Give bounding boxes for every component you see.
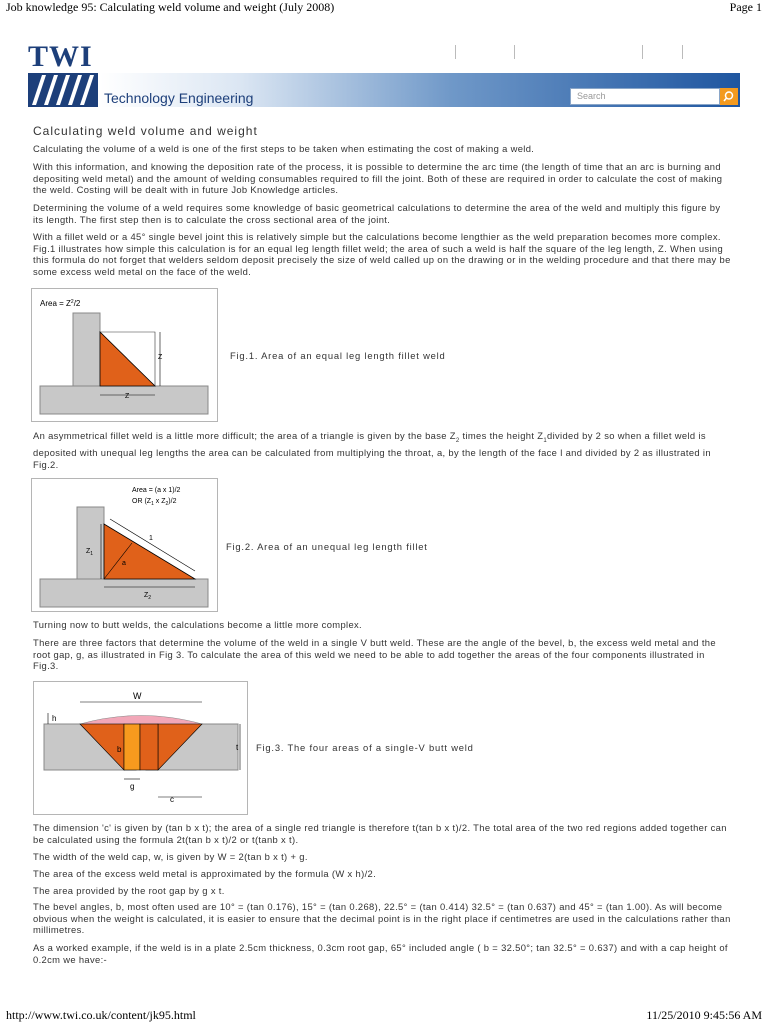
paragraph: The area provided by the root gap by g x t. [33,885,225,896]
svg-text:h: h [52,714,57,723]
svg-text:Z: Z [125,393,130,400]
tagline: Technology Engineering [104,90,254,106]
svg-text:c: c [170,795,174,804]
svg-text:1: 1 [149,535,153,542]
svg-text:Area = (a x 1)/2: Area = (a x 1)/2 [132,487,181,494]
print-footer [6,1008,762,1022]
search-icon [720,88,738,105]
paragraph: With this information, and knowing the deposition rate of the process, it is possible to determine the arc time (the length of time that an arc is burning and depositing weld metal) and the amount of welding consumables required to fill the joint. Both of these are required in order to calculate the cost of making the weld. Costing will be dealt with in future Job Knowledge articles. [33,161,723,196]
search-input[interactable]: Search [570,88,720,105]
twi-logo[interactable]: TWI [28,40,93,73]
svg-text:g: g [130,782,135,791]
print-header-title: Job knowledge 95: Calculating weld volume and weight (July 2008) [6,0,335,14]
figure-1-caption: Fig.1. Area of an equal leg length fillet weld [230,350,446,361]
unequal-fillet-diagram [32,479,217,611]
fig1-formula: Area = $Z^2/2$ [40,299,81,308]
paragraph: The bevel angles, b, most often used are 10° = (tan 0.176), 15° = (tan 0.268), 22.5° = (tan 0.414) 32.5° = (tan 0.637) and 45° = (tan 1.00). As will become obvious when the weight is calculated, it is easier to ensure that the decimal point is in the right place if centimetres are used in the calculations rather than millimetres. [33,901,731,936]
figure-3-caption: Fig.3. The four areas of a single-V butt weld [256,742,474,753]
svg-text:Z2: $Z_2$ [144,592,152,601]
figure-2-caption: Fig.2. Area of an unequal leg length fillet [226,541,428,552]
svg-text:Z1: $Z_1$ [86,548,94,557]
figure-2 [31,478,218,612]
twi-logo-stripes-icon [28,73,98,107]
paragraph: As a worked example, if the weld is in a plate 2.5cm thickness, 0.3cm root gap, 65° included angle ( b = 32.50°; tan 32.5° = 0.637) and with a cap height of 0.2cm we have:- [33,942,728,965]
paragraph: Determining the volume of a weld requires some knowledge of basic geometrical calculations to determine the area of the weld and multiply this figure by its length. The first step then is to calculate the cross sectional area of the joint. [33,202,721,225]
paragraph: With a fillet weld or a 45° single bevel joint this is relatively simple but the calculations become lengthier as the weld preparation becomes more complex. Fig.1 illustrates how simple this calculation is for an equal leg length fillet weld; the area of such a weld is half the square of the leg length, Z. When using this formula do not forget that welders seldom deposit precisely the size of weld called up on the drawing or in the welding procedure and that there may be some excess weld metal on the face of the weld. [33,231,731,277]
svg-text:t: t [236,743,239,752]
svg-text:b: b [117,745,122,754]
search-button[interactable] [720,88,738,105]
svg-text:a: a [122,560,126,567]
page-number: Page 1 [729,0,762,14]
figure-1 [31,288,218,422]
svg-text:OR (Z1 x Z2)/2: OR ($Z_1$ x $Z_2)/2$ [132,498,177,507]
svg-text:Z: Z [158,354,163,361]
print-timestamp: 11/25/2010 9:45:56 AM [646,1008,762,1022]
paragraph: The width of the weld cap, w, is given by W = 2(tan b x t) + g. [33,851,308,862]
butt-weld-diagram [34,682,247,814]
print-header [6,0,762,14]
fillet-weld-diagram [32,289,217,421]
site-banner [28,40,740,112]
paragraph: There are three factors that determine the volume of the weld in a single V butt weld. These are the angle of the bevel, b, the excess weld metal and the root gap, g, as illustrated in Fig 3. To calculate the area of this weld we need to be able to add together the areas of the four components illustrated in Fig.3. [33,637,716,672]
paragraph: The dimension 'c' is given by (tan b x t); the area of a single red triangle is therefore t(tan b x t)/2. The total area of the two red regions added together can be calculated using the formula 2t(tan b x t)/2 or t(tanb x t). [33,822,727,845]
page-title: Calculating weld volume and weight [33,124,258,138]
paragraph: Turning now to butt welds, the calculations become a little more complex. [33,619,362,630]
paragraph: The area of the excess weld metal is approximated by the formula (W x h)/2. [33,868,377,879]
paragraph: An asymmetrical fillet weld is a little more difficult; the area of a triangle is given by the base $Z_2$ times the height $Z_1divided$ by 2 so when a fillet weld is deposited with unequal leg lengths the area can be calculated from multiplying the throat, a, by the length of the face l and divided by 2 as illustrated in Fig.2. [33,430,711,471]
figure-3 [33,681,248,815]
svg-text:W: W [133,691,142,701]
paragraph: Calculating the volume of a weld is one of the first steps to be taken when estimating the cost of making a weld. [33,143,535,154]
page-url[interactable]: http://www.twi.co.uk/content/jk95.html [6,1008,196,1022]
